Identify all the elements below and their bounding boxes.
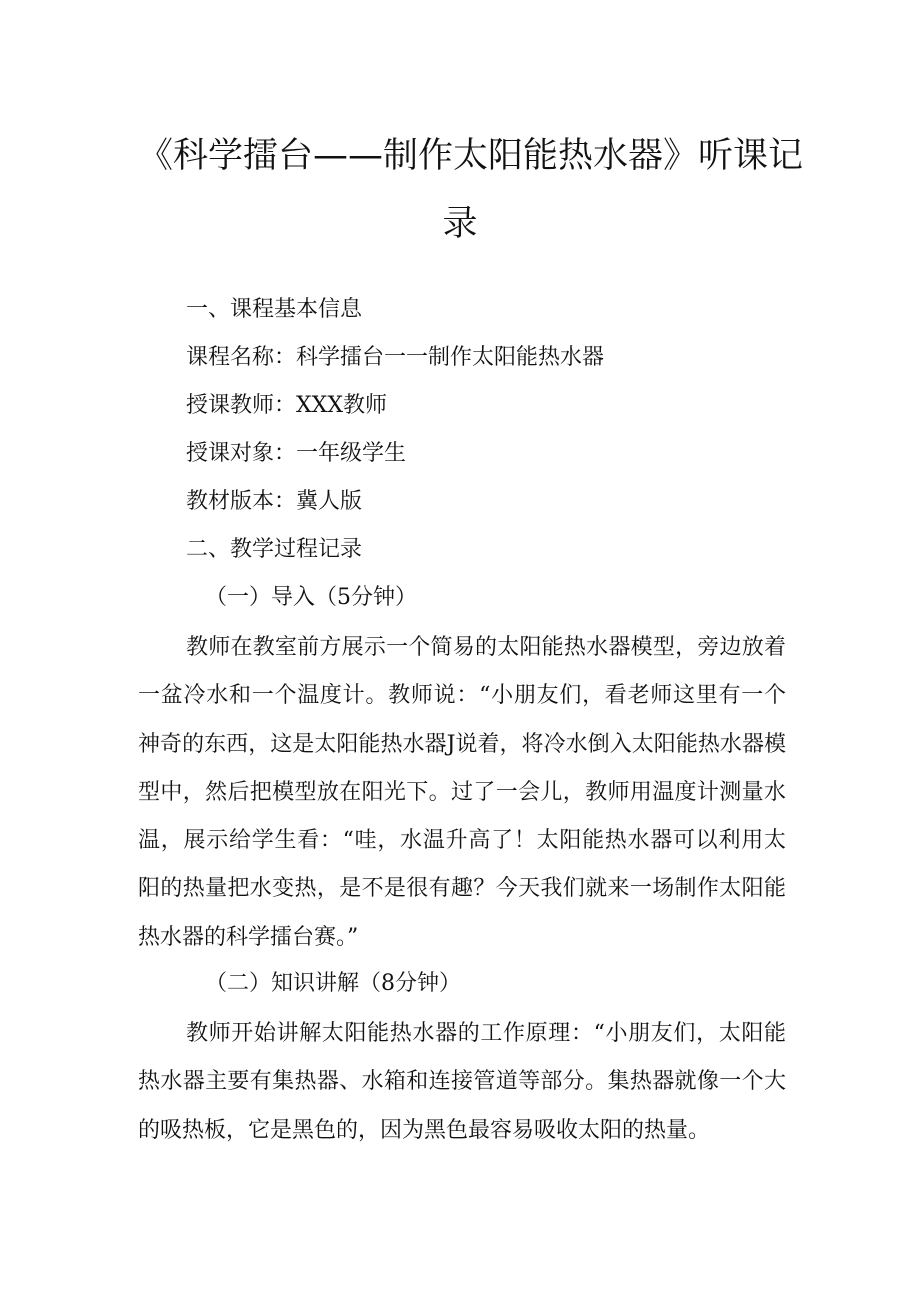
document-title [138, 122, 804, 258]
part-2-paragraph: 教师开始讲解太阳能热水器的工作原理：“小朋友们，太阳能热水器主要有集热器、水箱和连接管道等部分。集热器就像一个大的吸热板，它是黑色的，因为黑色最容易吸收太阳的热量。 [138, 1021, 786, 1143]
part-1-heading: （一）导入（5分钟） [205, 585, 417, 610]
part-2-heading: （二）知识讲解（8分钟） [205, 971, 461, 996]
section-2-heading: 二、教学过程记录 [186, 537, 363, 562]
part-1-paragraph: 教师在教室前方展示一个简易的太阳能热水器模型，旁边放着一盆冷水和一个温度计。教师说：“小朋友们，看老师这里有一个神奇的东西，这是太阳能热水器J说着，将冷水倒入太阳能热水器模型中，然后把模型放在阳光下。过了一会儿，教师用温度计测量水温，展示给学生看：“哇，水温升高了！太阳能热水器可以利用太阳的热量把水变热，是不是很有趣？今天我们就来一场制作太阳能热水器的科学擂台赛。” [138, 635, 786, 950]
teacher-info: 授课教师：XXX教师 [186, 393, 387, 418]
course-name: 课程名称：科学擂台一一制作太阳能热水器 [186, 345, 605, 370]
textbook-info: 教材版本：冀人版 [186, 489, 363, 514]
title-line-2: 录 [442, 204, 478, 244]
title-line-1: 《科学擂台——制作太阳能热水器》听课记 [138, 136, 804, 176]
audience-info: 授课对象：一年级学生 [186, 441, 407, 466]
section-1-heading: 一、课程基本信息 [186, 297, 363, 322]
